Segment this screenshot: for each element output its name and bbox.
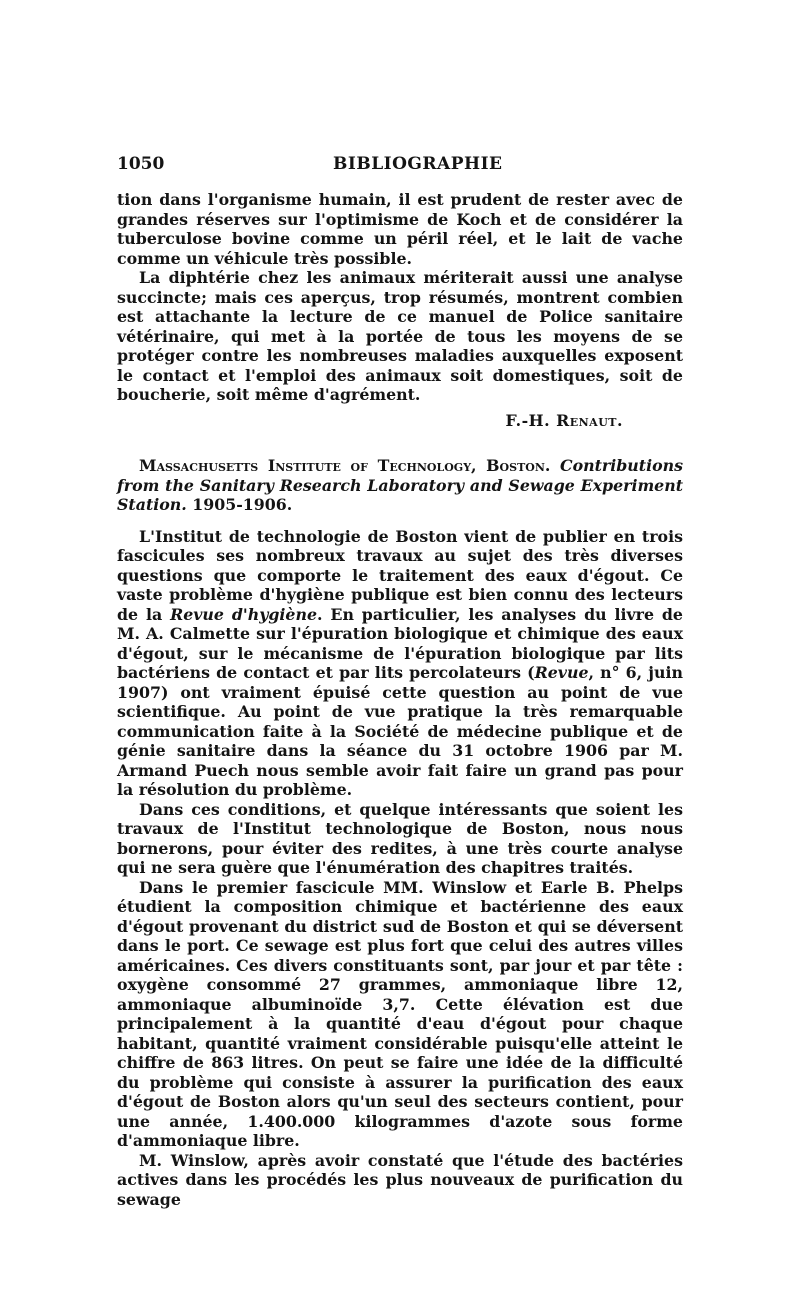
page-header xyxy=(117,154,683,178)
review2-paragraph-4: M. Winslow, après avoir constaté que l'étude des bactéries actives dans les procédés les plus nouveaux de purification du sewage xyxy=(117,1150,683,1209)
review1-paragraph-1: tion dans l'organisme humain, il est prudent de rester avec de grandes réserves sur l'optimisme de Koch et de considérer la tuberculose bovine comme un péril réel, et le lait de vache comme un véhicule très possible. xyxy=(117,190,683,268)
reference-author: Massachusetts Institute of Technology, Boston. xyxy=(139,456,551,475)
page-number: 1050 xyxy=(117,154,165,174)
running-head: BIBLIOGRAPHIE xyxy=(333,154,503,174)
body-text xyxy=(117,190,683,1209)
paragraph-text: , n° 6, juin 1907) ont vraiment épuisé cette question au point de vue scientifique. Au point de vue pratique la très remarquable communication faite à la Société de médecine publique et de génie sanitaire dans la séance du 31 octobre 1906 par M. Armand Puech nous semble avoir fait faire un grand pas pour la résolution du problème. xyxy=(117,663,683,799)
review1-signature: F.-H. Renaut. xyxy=(505,410,623,430)
review1-paragraph-2: La diphtérie chez les animaux mériterait aussi une analyse succincte; mais ces aperçus, trop résumés, montrent combien est attachante la lecture de ce manuel de Police sanitaire vétérinaire, qui met à la portée de tous les moyens de se protéger contre les nombreuses maladies auxquelles exposent le contact et l'emploi des animaux soit domestiques, soit de boucherie, soit même d'agrément. xyxy=(117,268,683,404)
reference-title: Contributions from the Sanitary Research Laboratory and Sewage Experiment Station. xyxy=(117,456,683,514)
paragraph-text: L'Institut de technologie de Boston vient de publier en trois fascicules ses nombreux travaux au sujet des très diverses questions que comporte le traitement des eaux d'égout. Ce vaste problème d'hygiène publique est bien connu des lecteurs de la xyxy=(117,526,683,624)
review2-paragraph-3: Dans le premier fascicule MM. Winslow et Earle B. Phelps étudient la composition chimique et bactérienne des eaux d'égout provenant du district sud de Boston et qui se déversent dans le port. Ce sewage est plus fort que celui des autres villes américaines. Ces divers constituants sont, par jour et par tête : oxygène consommé 27 grammes, ammoniaque libre 12, ammoniaque albuminoïde 3,7. Cette élévation est due principalement à la quantité d'eau d'égout pour chaque habitant, quantité vraiment considérable puisqu'elle atteint le chiffre de 863 litres. On peut se faire une idée de la difficulté du problème qui consiste à assurer la purification des eaux d'égout de Boston alors qu'un seul des secteurs contient, pour une année, 1.400.000 kilogrammes d'azote sous forme d'ammoniaque libre. xyxy=(117,877,683,1150)
paragraph-text: . En particulier, les analyses du livre de M. A. Calmette sur l'épuration biologique et chimique des eaux d'égout, sur le mécanisme de l'épuration biologique par lits bactériens de contact et par lits percolateurs ( xyxy=(117,604,683,682)
journal-title: Revue d'hygiène xyxy=(170,604,318,624)
journal-reference: Revue xyxy=(534,663,589,682)
reference-years: 1905-1906. xyxy=(192,495,293,514)
review2-paragraph-1 xyxy=(117,527,683,800)
review2-paragraph-2: Dans ces conditions, et quelque intéressants que soient les travaux de l'Institut technologique de Boston, nous nous bornerons, pour éviter des redites, à une très courte analyse qui ne sera guère que l'énumération des chapitres traités. xyxy=(117,799,683,877)
review2-reference xyxy=(117,456,683,515)
